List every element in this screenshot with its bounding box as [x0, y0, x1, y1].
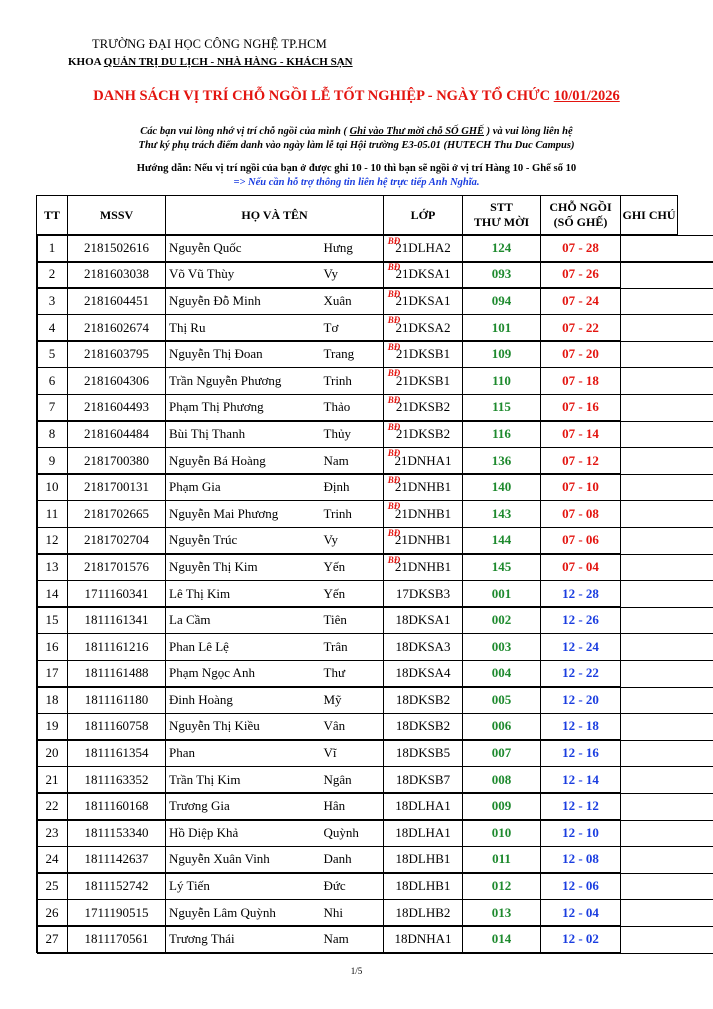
- row-given-name: Hân: [321, 793, 384, 820]
- row-class: 21DNHB1: [384, 527, 463, 554]
- row-invite-number: 008: [463, 766, 541, 793]
- row-given-name: Yến: [321, 580, 384, 607]
- row-surname: Nguyễn Trúc: [166, 527, 321, 554]
- table-row: [37, 580, 678, 607]
- row-tt: 25: [37, 873, 68, 900]
- row-surname: Bùi Thị Thanh: [166, 421, 321, 448]
- row-class: 18DKSA1: [384, 607, 463, 634]
- header-name: HỌ VÀ TÊN: [166, 196, 384, 235]
- row-surname: La Cầm: [166, 607, 321, 634]
- row-seat: 07 - 28: [541, 235, 621, 262]
- row-surname: Trương Thái: [166, 926, 321, 953]
- row-invite-number: 110: [463, 367, 541, 394]
- row-mssv: 2181603038: [68, 261, 166, 288]
- row-seat: 12 - 10: [541, 820, 621, 847]
- row-tt: 13: [37, 554, 68, 581]
- row-seat: 12 - 08: [541, 846, 621, 873]
- row-note: [37, 899, 713, 927]
- header-note: GHI CHÚ: [621, 196, 678, 235]
- row-class: 18DKSB2: [384, 687, 463, 714]
- instruction-line-1: [0, 126, 713, 137]
- row-class: 21DKSB2: [384, 421, 463, 448]
- row-invite-number: 140: [463, 474, 541, 501]
- row-given-name: Đức: [321, 873, 384, 900]
- row-class: 18DKSB5: [384, 740, 463, 767]
- page-title: [0, 88, 713, 105]
- row-mssv: 1811161180: [68, 687, 166, 714]
- table-row: [37, 633, 678, 660]
- row-class: 18DLHB1: [384, 846, 463, 873]
- row-note: BĐ: [37, 394, 713, 422]
- faculty-title: QUẢN TRỊ DU LỊCH - NHÀ HÀNG - KHÁCH SẠN: [103, 56, 353, 68]
- row-seat: 07 - 14: [541, 421, 621, 448]
- row-class: 21DKSA1: [384, 288, 463, 315]
- row-seat: 07 - 06: [541, 527, 621, 554]
- row-invite-number: 014: [463, 926, 541, 953]
- row-note: [37, 633, 713, 661]
- row-class: 18DLHB2: [384, 899, 463, 926]
- row-note: [37, 713, 713, 741]
- row-surname: Nguyễn Quốc: [166, 235, 321, 262]
- row-class: 18DKSA3: [384, 633, 463, 660]
- table-row: [37, 261, 678, 288]
- table-row: [37, 740, 678, 767]
- row-class: 21DKSA2: [384, 314, 463, 341]
- row-given-name: Yến: [321, 554, 384, 581]
- row-tt: 3: [37, 288, 68, 315]
- table-row: [37, 474, 678, 501]
- row-seat: 12 - 24: [541, 633, 621, 660]
- row-surname: Đinh Hoàng: [166, 687, 321, 714]
- row-class: 21DKSB1: [384, 367, 463, 394]
- row-seat: 12 - 12: [541, 793, 621, 820]
- row-mssv: 1811161488: [68, 660, 166, 687]
- header-tt: TT: [37, 196, 68, 235]
- row-mssv: 2181701576: [68, 554, 166, 581]
- row-invite-number: 109: [463, 341, 541, 368]
- row-note: [37, 766, 713, 794]
- row-seat: 07 - 26: [541, 261, 621, 288]
- header-mssv: MSSV: [68, 196, 166, 235]
- row-note: [37, 580, 713, 608]
- header-stt-line2: THƯ MỜI: [473, 215, 530, 229]
- row-note: [37, 846, 713, 874]
- row-seat: 07 - 10: [541, 474, 621, 501]
- row-tt: 19: [37, 713, 68, 740]
- row-surname: Nguyễn Lâm Quỳnh: [166, 899, 321, 926]
- row-tt: 6: [37, 367, 68, 394]
- row-tt: 11: [37, 500, 68, 527]
- row-tt: 15: [37, 607, 68, 634]
- row-invite-number: 002: [463, 607, 541, 634]
- row-seat: 07 - 18: [541, 367, 621, 394]
- row-mssv: 2181602674: [68, 314, 166, 341]
- row-given-name: Danh: [321, 846, 384, 873]
- header-stt-line1: STT: [490, 200, 513, 214]
- header-seat-line1: CHỖ NGỒI: [549, 200, 612, 214]
- row-invite-number: 116: [463, 421, 541, 448]
- row-class: 21DKSB1: [384, 341, 463, 368]
- note-text-a: Các bạn vui lòng nhớ vị trí chỗ ngồi của mình (: [140, 126, 350, 137]
- row-tt: 7: [37, 394, 68, 421]
- note-text-b: ) và vui lòng liên hệ: [484, 126, 573, 137]
- table-row: [37, 713, 678, 740]
- table-row: [37, 394, 678, 421]
- row-note: [37, 740, 713, 768]
- row-surname: Nguyễn Mai Phương: [166, 500, 321, 527]
- row-seat: 07 - 04: [541, 554, 621, 581]
- row-class: 18DKSA4: [384, 660, 463, 687]
- row-class: 21DKSA1: [384, 261, 463, 288]
- row-given-name: Vân: [321, 713, 384, 740]
- row-note: BĐ: [37, 421, 713, 449]
- table-row: [37, 687, 678, 714]
- row-note: BĐ: [37, 527, 713, 555]
- table-row: [37, 820, 678, 847]
- row-invite-number: 093: [463, 261, 541, 288]
- row-mssv: 1811163352: [68, 766, 166, 793]
- row-seat: 07 - 20: [541, 341, 621, 368]
- school-name: TRƯỜNG ĐẠI HỌC CÔNG NGHỆ TP.HCM: [92, 37, 327, 51]
- row-tt: 22: [37, 793, 68, 820]
- seat-guide: Hướng dẫn: Nếu vị trí ngồi của bạn ở được ghi 10 - 10 thì bạn sẽ ngồi ở vị trí Hàng 10 - Ghế số 10: [136, 163, 577, 174]
- row-mssv: 2181603795: [68, 341, 166, 368]
- row-given-name: Thư: [321, 660, 384, 687]
- row-given-name: Vy: [321, 527, 384, 554]
- row-given-name: Hưng: [321, 235, 384, 262]
- row-tt: 17: [37, 660, 68, 687]
- row-tt: 14: [37, 580, 68, 607]
- table-row: [37, 288, 678, 315]
- row-tt: 21: [37, 766, 68, 793]
- row-note: [37, 607, 713, 635]
- table-row: [37, 660, 678, 687]
- table-row: [37, 527, 678, 554]
- row-invite-number: 011: [463, 846, 541, 873]
- row-mssv: 1811161216: [68, 633, 166, 660]
- row-seat: 07 - 22: [541, 314, 621, 341]
- row-invite-number: 009: [463, 793, 541, 820]
- row-mssv: 1811160758: [68, 713, 166, 740]
- title-text: DANH SÁCH VỊ TRÍ CHỖ NGỒI LỄ TỐT NGHIỆP - NGÀY TỔ CHỨC: [93, 88, 554, 104]
- row-class: 21DNHB1: [384, 500, 463, 527]
- row-surname: Phạm Gia: [166, 474, 321, 501]
- table-row: [37, 846, 678, 873]
- row-class: 21DNHA1: [384, 447, 463, 474]
- row-tt: 26: [37, 899, 68, 926]
- row-tt: 4: [37, 314, 68, 341]
- row-tt: 1: [37, 235, 68, 262]
- table-row: [37, 341, 678, 368]
- header-class: LỚP: [384, 196, 463, 235]
- table-row: [37, 899, 678, 926]
- row-surname: Nguyễn Bá Hoàng: [166, 447, 321, 474]
- row-surname: Hồ Diệp Khả: [166, 820, 321, 847]
- row-seat: 12 - 04: [541, 899, 621, 926]
- row-seat: 07 - 24: [541, 288, 621, 315]
- row-class: 21DNHB1: [384, 474, 463, 501]
- row-mssv: 1811160168: [68, 793, 166, 820]
- row-note: BĐ: [37, 261, 713, 289]
- row-class: 17DKSB3: [384, 580, 463, 607]
- row-given-name: Vĩ: [321, 740, 384, 767]
- row-tt: 20: [37, 740, 68, 767]
- table-row: [37, 447, 678, 474]
- row-surname: Lý Tiến: [166, 873, 321, 900]
- row-surname: Trần Thị Kim: [166, 766, 321, 793]
- row-class: 18DKSB2: [384, 713, 463, 740]
- row-mssv: 2181702665: [68, 500, 166, 527]
- row-note: [37, 660, 713, 688]
- table-row: [37, 793, 678, 820]
- row-mssv: 1811161354: [68, 740, 166, 767]
- row-note: [37, 687, 713, 715]
- row-note: [37, 926, 713, 954]
- row-tt: 12: [37, 527, 68, 554]
- row-surname: Võ Vũ Thùy: [166, 261, 321, 288]
- row-invite-number: 003: [463, 633, 541, 660]
- row-surname: Phạm Ngọc Anh: [166, 660, 321, 687]
- row-given-name: Quỳnh: [321, 820, 384, 847]
- row-given-name: Trinh: [321, 367, 384, 394]
- row-invite-number: 010: [463, 820, 541, 847]
- row-mssv: 2181700131: [68, 474, 166, 501]
- row-given-name: Thảo: [321, 394, 384, 421]
- row-mssv: 2181604484: [68, 421, 166, 448]
- row-surname: Phan: [166, 740, 321, 767]
- row-class: 18DKSB7: [384, 766, 463, 793]
- instruction-line-2: Thư ký phụ trách điểm danh vào ngày làm lễ tại Hội trường E3-05.01 (HUTECH Thu Duc Campus): [138, 140, 575, 151]
- row-note: BĐ: [37, 235, 713, 263]
- row-mssv: 2181604306: [68, 367, 166, 394]
- row-tt: 5: [37, 341, 68, 368]
- table-row: [37, 873, 678, 900]
- row-given-name: Nhi: [321, 899, 384, 926]
- row-surname: Lê Thị Kim: [166, 580, 321, 607]
- row-given-name: Thủy: [321, 421, 384, 448]
- row-class: 21DKSB2: [384, 394, 463, 421]
- row-given-name: Mỹ: [321, 687, 384, 714]
- row-seat: 12 - 16: [541, 740, 621, 767]
- row-given-name: Định: [321, 474, 384, 501]
- table-row: [37, 421, 678, 448]
- row-class: 21DLHA2: [384, 235, 463, 262]
- row-given-name: Trang: [321, 341, 384, 368]
- row-mssv: 2181702704: [68, 527, 166, 554]
- row-note: [37, 820, 713, 848]
- row-tt: 24: [37, 846, 68, 873]
- row-given-name: Trân: [321, 633, 384, 660]
- row-invite-number: 006: [463, 713, 541, 740]
- row-seat: 12 - 06: [541, 873, 621, 900]
- row-invite-number: 101: [463, 314, 541, 341]
- table-row: [37, 314, 678, 341]
- row-mssv: 1811170561: [68, 926, 166, 953]
- row-surname: Nguyễn Thị Kim: [166, 554, 321, 581]
- row-invite-number: 001: [463, 580, 541, 607]
- row-seat: 07 - 16: [541, 394, 621, 421]
- row-invite-number: 094: [463, 288, 541, 315]
- row-note: BĐ: [37, 500, 713, 528]
- row-mssv: 1811142637: [68, 846, 166, 873]
- row-invite-number: 143: [463, 500, 541, 527]
- row-given-name: Tiên: [321, 607, 384, 634]
- row-surname: Thị Ru: [166, 314, 321, 341]
- faculty-name: [68, 56, 353, 68]
- table-row: [37, 367, 678, 394]
- row-invite-number: 145: [463, 554, 541, 581]
- seating-table: [36, 195, 678, 953]
- row-class: 18DLHA1: [384, 820, 463, 847]
- row-surname: Nguyễn Xuân Vinh: [166, 846, 321, 873]
- note-text-underlined: Ghi vào Thư mời chỗ SỐ GHẾ: [349, 126, 485, 137]
- row-surname: Nguyễn Thị Đoan: [166, 341, 321, 368]
- row-tt: 9: [37, 447, 68, 474]
- row-invite-number: 007: [463, 740, 541, 767]
- row-seat: 12 - 20: [541, 687, 621, 714]
- row-surname: Trương Gia: [166, 793, 321, 820]
- header-seat: [541, 196, 621, 235]
- row-note: BĐ: [37, 474, 713, 502]
- row-seat: 12 - 22: [541, 660, 621, 687]
- row-invite-number: 115: [463, 394, 541, 421]
- row-given-name: Tơ: [321, 314, 384, 341]
- row-invite-number: 124: [463, 235, 541, 262]
- row-tt: 18: [37, 687, 68, 714]
- row-seat: 12 - 02: [541, 926, 621, 953]
- row-mssv: 2181604451: [68, 288, 166, 315]
- table-row: [37, 926, 678, 953]
- row-given-name: Nam: [321, 447, 384, 474]
- row-mssv: 2181700380: [68, 447, 166, 474]
- row-note: BĐ: [37, 367, 713, 395]
- row-surname: Nguyễn Đỗ Minh: [166, 288, 321, 315]
- table-header-row: [37, 196, 678, 235]
- row-seat: 12 - 14: [541, 766, 621, 793]
- row-surname: Nguyễn Thị Kiều: [166, 713, 321, 740]
- row-tt: 23: [37, 820, 68, 847]
- row-tt: 2: [37, 261, 68, 288]
- row-invite-number: 144: [463, 527, 541, 554]
- row-class: 18DLHB1: [384, 873, 463, 900]
- row-class: 21DNHB1: [384, 554, 463, 581]
- row-mssv: 2181604493: [68, 394, 166, 421]
- row-tt: 10: [37, 474, 68, 501]
- page-number: 1/5: [350, 966, 363, 976]
- table-row: [37, 607, 678, 634]
- row-mssv: 1711160341: [68, 580, 166, 607]
- row-tt: 27: [37, 926, 68, 953]
- header-seat-line2: (SỐ GHẾ): [553, 215, 608, 229]
- row-seat: 07 - 08: [541, 500, 621, 527]
- row-mssv: 1811152742: [68, 873, 166, 900]
- row-invite-number: 004: [463, 660, 541, 687]
- row-given-name: Nam: [321, 926, 384, 953]
- row-class: 18DLHA1: [384, 793, 463, 820]
- table-row: [37, 500, 678, 527]
- row-class: 18DNHA1: [384, 926, 463, 953]
- row-surname: Trần Nguyễn Phương: [166, 367, 321, 394]
- table-row: [37, 766, 678, 793]
- row-invite-number: 012: [463, 873, 541, 900]
- contact-note: => Nếu cần hỗ trợ thông tin liên hệ trực tiếp Anh Nghĩa.: [233, 177, 480, 188]
- row-mssv: 2181502616: [68, 235, 166, 262]
- row-seat: 12 - 28: [541, 580, 621, 607]
- row-given-name: Vy: [321, 261, 384, 288]
- row-seat: 12 - 18: [541, 713, 621, 740]
- row-note: BĐ: [37, 314, 713, 342]
- faculty-prefix: KHOA: [68, 56, 104, 68]
- row-mssv: 1711190515: [68, 899, 166, 926]
- row-note: BĐ: [37, 447, 713, 475]
- row-given-name: Trinh: [321, 500, 384, 527]
- row-given-name: Ngân: [321, 766, 384, 793]
- row-tt: 16: [37, 633, 68, 660]
- row-given-name: Xuân: [321, 288, 384, 315]
- row-note: BĐ: [37, 341, 713, 369]
- row-note: BĐ: [37, 288, 713, 316]
- row-note: [37, 793, 713, 821]
- header-stt: [463, 196, 541, 235]
- row-note: BĐ: [37, 554, 713, 582]
- row-seat: 12 - 26: [541, 607, 621, 634]
- ceremony-date: 10/01/2026: [553, 88, 620, 104]
- row-invite-number: 136: [463, 447, 541, 474]
- row-invite-number: 013: [463, 899, 541, 926]
- row-mssv: 1811161341: [68, 607, 166, 634]
- row-mssv: 1811153340: [68, 820, 166, 847]
- row-surname: Phạm Thị Phương: [166, 394, 321, 421]
- row-surname: Phan Lê Lệ: [166, 633, 321, 660]
- row-seat: 07 - 12: [541, 447, 621, 474]
- table-row: [37, 554, 678, 581]
- table-row: [37, 235, 678, 262]
- row-note: [37, 873, 713, 901]
- row-tt: 8: [37, 421, 68, 448]
- row-invite-number: 005: [463, 687, 541, 714]
